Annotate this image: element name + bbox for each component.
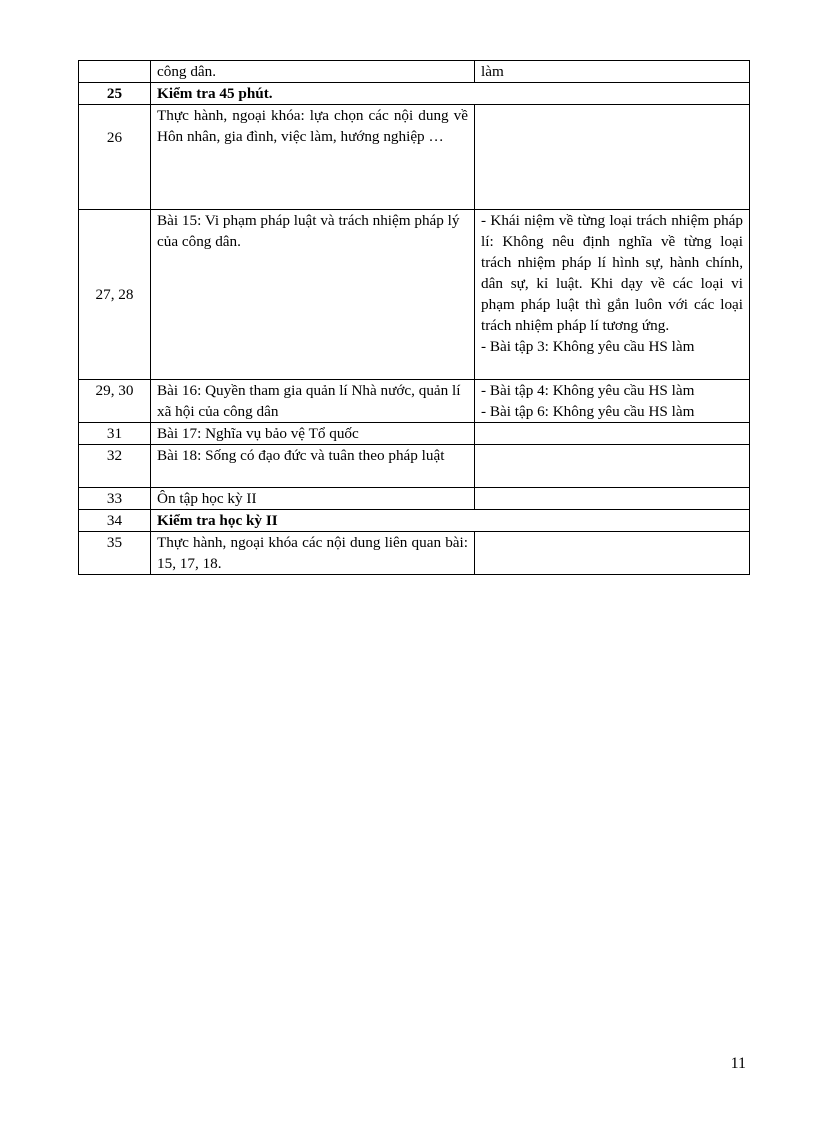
table-row (79, 380, 750, 423)
lesson-note: làm (475, 61, 750, 83)
lesson-content: Bài 16: Quyền tham gia quản lí Nhà nước, quản lí xã hội của công dân (151, 380, 475, 423)
lesson-number: 34 (79, 510, 151, 532)
lesson-number: 26 (79, 105, 151, 210)
lesson-number: 31 (79, 423, 151, 445)
table-row (79, 83, 750, 105)
lesson-number: 27, 28 (79, 210, 151, 380)
lesson-content: Ôn tập học kỳ II (151, 488, 475, 510)
note-line: - Bài tập 6: Không yêu cầu HS làm (481, 403, 695, 420)
table-row (79, 423, 750, 445)
lesson-content: Thực hành, ngoại khóa: lựa chọn các nội dung về Hôn nhân, gia đình, việc làm, hướng nghiệp … (151, 105, 475, 210)
page-number: 11 (730, 1055, 746, 1072)
lesson-note (475, 423, 750, 445)
note-line: - Khái niệm về từng loại trách nhiệm pháp lí: Không nêu định nghĩa về từng loại trách nhiệm pháp lí hình sự, hành chính, dân sự, kỉ luật. Khi dạy về các loại vi phạm pháp luật thì gắn luôn với các loại trách nhiệm pháp lí tương ứng. (481, 212, 743, 334)
lesson-content: Kiểm tra học kỳ II (151, 510, 750, 532)
lesson-number: 29, 30 (79, 380, 151, 423)
table-row (79, 61, 750, 83)
curriculum-table (78, 60, 750, 575)
table-row (79, 105, 750, 210)
lesson-content: Bài 15: Vi phạm pháp luật và trách nhiệm pháp lý của công dân. (151, 210, 475, 380)
lesson-number: 32 (79, 445, 151, 488)
lesson-content: công dân. (151, 61, 475, 83)
lesson-number: 35 (79, 532, 151, 575)
lesson-number: 25 (79, 83, 151, 105)
table-row (79, 488, 750, 510)
lesson-content: Bài 17: Nghĩa vụ bảo vệ Tổ quốc (151, 423, 475, 445)
lesson-note (475, 210, 750, 380)
lesson-note (475, 380, 750, 423)
lesson-content: Kiểm tra 45 phút. (151, 83, 750, 105)
lesson-number: 33 (79, 488, 151, 510)
lesson-content: Bài 18: Sống có đạo đức và tuân theo pháp luật (151, 445, 475, 488)
table-row (79, 510, 750, 532)
table-row (79, 532, 750, 575)
lesson-note (475, 488, 750, 510)
lesson-note (475, 532, 750, 575)
table-row (79, 210, 750, 380)
lesson-note (475, 105, 750, 210)
note-line: - Bài tập 4: Không yêu cầu HS làm (481, 382, 695, 399)
lesson-note (475, 445, 750, 488)
note-line: - Bài tập 3: Không yêu cầu HS làm (481, 338, 695, 355)
lesson-number (79, 61, 151, 83)
lesson-content: Thực hành, ngoại khóa các nội dung liên quan bài: 15, 17, 18. (151, 532, 475, 575)
table-row (79, 445, 750, 488)
